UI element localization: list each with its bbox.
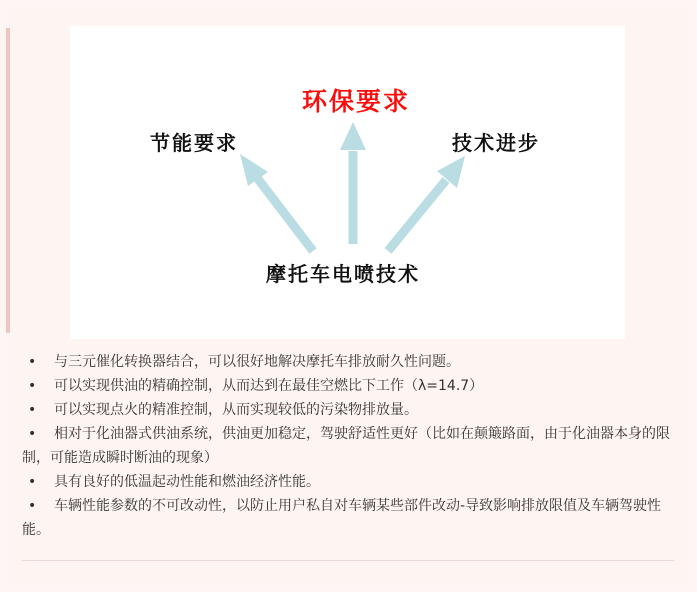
list-item-text: 相对于化油器式供油系统，供油更加稳定，驾驶舒适性更好（比如在颠簸路面，由于化油器本身的限制，可能造成瞬时断油的现象） bbox=[22, 426, 670, 466]
list-item-text: 可以实现供油的精确控制，从而达到在最佳空燃比下工作（λ=14.7） bbox=[54, 378, 484, 394]
list-item-text: 可以实现点火的精准控制，从而实现较低的污染物排放量。 bbox=[54, 402, 418, 418]
list-item-text: 具有良好的低温起动性能和燃油经济性能。 bbox=[54, 474, 320, 490]
bullet-icon: • bbox=[28, 426, 37, 442]
bullet-icon: • bbox=[28, 354, 37, 370]
arrow-right bbox=[388, 180, 446, 251]
bullet-icon: • bbox=[28, 402, 37, 418]
arrow-center-head bbox=[340, 122, 366, 150]
bottom-divider bbox=[22, 560, 674, 561]
list-item bbox=[22, 494, 682, 542]
arrow-left bbox=[258, 179, 313, 251]
diagram-figure bbox=[70, 26, 625, 339]
list-item bbox=[22, 422, 682, 470]
bullet-icon: • bbox=[28, 378, 37, 394]
label-motorcycle-efi-technology: 摩托车电喷技术 bbox=[266, 262, 420, 286]
list-item bbox=[22, 398, 682, 422]
advantages-list bbox=[22, 350, 682, 542]
label-environmental-requirements: 环保要求 bbox=[302, 87, 411, 116]
list-item bbox=[22, 374, 682, 398]
list-item-text: 与三元催化转换器结合，可以很好地解决摩托车排放耐久性问题。 bbox=[54, 354, 460, 370]
bullet-icon: • bbox=[28, 474, 37, 490]
bullet-icon: • bbox=[28, 498, 37, 514]
label-energy-saving-requirements: 节能要求 bbox=[150, 131, 238, 155]
list-item-text: 车辆性能参数的不可改动性，以防止用户私自对车辆某些部件改动-导致影响排放限值及车辆驾驶性能。 bbox=[22, 498, 662, 538]
label-technical-progress: 技术进步 bbox=[452, 131, 540, 155]
list-item bbox=[22, 470, 682, 494]
list-item bbox=[22, 350, 682, 374]
arrows-graphic bbox=[70, 26, 625, 339]
quote-accent-bar bbox=[6, 28, 10, 333]
